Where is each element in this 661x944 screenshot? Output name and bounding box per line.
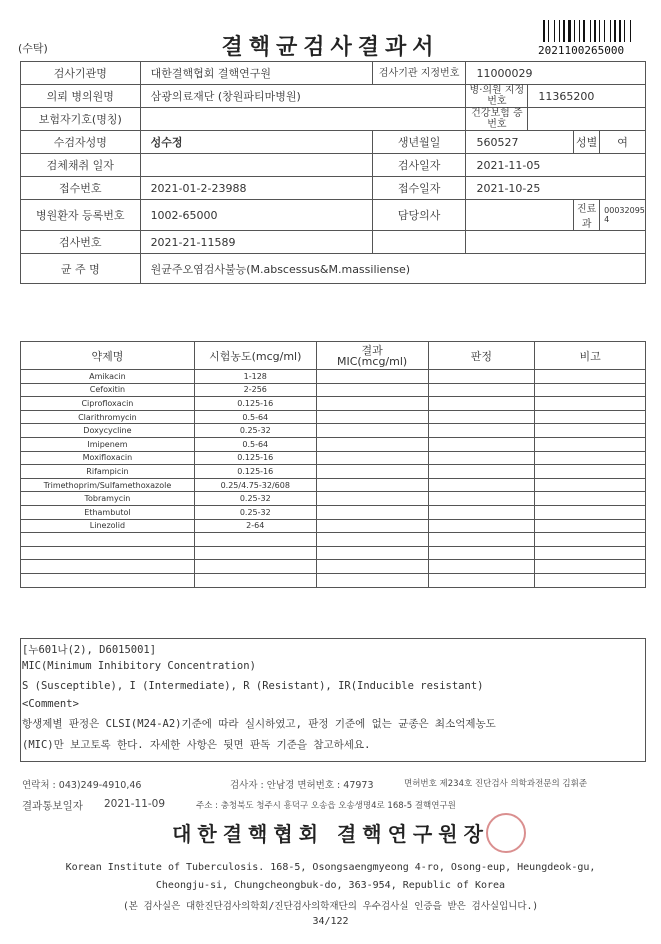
seal-stamp-icon — [486, 813, 526, 853]
drug-name-cell: Cefoxitin — [21, 383, 195, 397]
barcode-bar — [559, 20, 560, 42]
barcode-bar — [617, 20, 618, 42]
barcode-bar — [581, 20, 582, 42]
note-cell — [535, 492, 646, 506]
contact-phone: 연락처 : 043)249-4910,46 — [22, 780, 142, 791]
concentration-cell: 0.25-32 — [194, 492, 316, 506]
concentration-cell: 0.25/4.75-32/608 — [194, 478, 316, 492]
insured-label: 보험자기호(명칭) — [21, 108, 141, 131]
judgement-cell — [428, 383, 535, 397]
drug-name-cell — [21, 573, 195, 587]
concentration-cell: 0.125-16 — [194, 451, 316, 465]
drug-name-cell: Rifampicin — [21, 465, 195, 479]
comment-text-continued: (MIC)만 보고토록 한다. 자세한 사항은 뒷면 판독 기준을 참고하세요. — [22, 739, 371, 751]
mic-result-cell — [316, 410, 428, 424]
note-cell — [535, 383, 646, 397]
table-row — [21, 465, 646, 479]
doctor-label: 담당의사 — [372, 200, 466, 231]
drug-name-cell — [21, 546, 195, 560]
drug-name-cell: Moxifloxacin — [21, 451, 195, 465]
comment-code: [누601나(2), D6015001] — [22, 644, 157, 656]
blank-cell — [466, 231, 646, 254]
barcode-bar — [574, 20, 575, 42]
concentration-cell — [194, 573, 316, 587]
table-row — [21, 383, 646, 397]
drug-name-cell: Trimethoprim/Sulfamethoxazole — [21, 478, 195, 492]
organization-name: 대한결핵협회 결핵연구원장 — [172, 822, 489, 846]
judgement-cell — [428, 560, 535, 574]
drug-name-cell: Ethambutol — [21, 505, 195, 519]
barcode-bar — [610, 20, 611, 42]
table-row — [21, 533, 646, 547]
report-date-label: 결과통보일자 — [22, 800, 83, 812]
judgement-cell — [428, 370, 535, 384]
result-header-top: 결과 — [361, 343, 383, 357]
barcode-bar — [548, 20, 549, 42]
drug-name-cell: Amikacin — [21, 370, 195, 384]
hospital-code-value: 11365200 — [528, 85, 646, 108]
barcode-bar — [592, 20, 593, 42]
patient-reg-value: 1002-65000 — [140, 200, 372, 231]
table-row — [21, 560, 646, 574]
table-row — [21, 492, 646, 506]
barcode-bar — [606, 20, 609, 42]
department-value: 00032095 4 — [600, 200, 646, 231]
mic-result-cell — [316, 505, 428, 519]
mic-result-cell — [316, 519, 428, 533]
judgement-cell — [428, 437, 535, 451]
note-cell — [535, 465, 646, 479]
barcode-bar — [619, 20, 621, 42]
patient-reg-label: 병원환자 등록번호 — [21, 200, 141, 231]
document-tag: (수탁) — [18, 42, 48, 55]
hospital-label: 의뢰 병의원명 — [21, 85, 141, 108]
receipt-date-label: 접수일자 — [372, 177, 466, 200]
address-korean: 주소 : 충청북도 청주시 흥덕구 오송읍 오송생명4로 168-5 결핵연구원 — [196, 801, 456, 811]
barcode-bar — [556, 20, 558, 42]
table-row — [21, 424, 646, 438]
concentration-cell — [194, 560, 316, 574]
concentration-cell: 0.125-16 — [194, 465, 316, 479]
barcode-number: 2021100265000 — [538, 44, 625, 57]
barcode-bar — [601, 20, 603, 42]
barcode-bar — [586, 20, 589, 42]
table-row — [21, 410, 646, 424]
concentration-cell: 2-64 — [194, 519, 316, 533]
mic-result-cell — [316, 546, 428, 560]
concentration-cell — [194, 546, 316, 560]
barcode-bar — [554, 20, 555, 42]
judgement-cell — [428, 519, 535, 533]
drug-name-cell: Tobramycin — [21, 492, 195, 506]
receipt-no-value: 2021-01-2-23988 — [140, 177, 372, 200]
barcode-bar — [568, 20, 571, 42]
page-number: 34/122 — [312, 916, 349, 927]
mic-result-cell — [316, 451, 428, 465]
drug-name-cell: Doxycycline — [21, 424, 195, 438]
hospital-code-label: 병·의원 지정번호 — [466, 85, 528, 108]
barcode-bar — [583, 20, 585, 42]
mic-result-cell — [316, 560, 428, 574]
note-cell — [535, 370, 646, 384]
certification-note: (본 검사실은 대한진단검사의학회/진단검사의학재단의 우수검사실 인증을 받은 검사실입니다.) — [122, 901, 539, 912]
judgement-cell — [428, 451, 535, 465]
concentration-cell: 0.25-32 — [194, 505, 316, 519]
barcode-bar — [597, 20, 598, 42]
concentration-cell: 1-128 — [194, 370, 316, 384]
drug-name-cell: Linezolid — [21, 519, 195, 533]
address-english-line1: Korean Institute of Tuberculosis. 168-5, Osongsaengmyeong 4-ro, Osong-eup, Heungdeok-gu, — [65, 862, 596, 873]
drug-column-header: 약제명 — [21, 342, 195, 370]
judgement-cell — [428, 546, 535, 560]
insured-value — [140, 108, 466, 131]
specimen-date-value — [140, 154, 372, 177]
concentration-cell: 0.5-64 — [194, 410, 316, 424]
lab-code-label: 검사기관 지정번호 — [372, 62, 466, 85]
examiner-info: 검사자 : 안남경 면허번호 : 47973 — [230, 780, 374, 791]
barcode-bar — [626, 20, 629, 42]
concentration-cell: 2-256 — [194, 383, 316, 397]
address-english-line2: Cheongju-si, Chungcheongbuk-do, 363-954, Republic of Korea — [155, 880, 506, 891]
mic-result-cell — [316, 397, 428, 411]
result-column-header — [316, 342, 428, 370]
note-cell — [535, 505, 646, 519]
insurance-id-value — [528, 108, 646, 131]
sex-label: 성별 — [574, 131, 600, 154]
judgement-cell — [428, 492, 535, 506]
barcode-bar — [604, 20, 605, 42]
table-row — [21, 437, 646, 451]
mic-result-cell — [316, 383, 428, 397]
test-date-value: 2021-11-05 — [466, 154, 646, 177]
barcode-bar — [579, 20, 580, 42]
barcode-bar — [572, 20, 573, 42]
result-header-bottom: MIC(mcg/ml) — [336, 354, 408, 368]
judgement-cell — [428, 424, 535, 438]
note-column-header: 비고 — [535, 342, 646, 370]
test-date-label: 검사일자 — [372, 154, 466, 177]
barcode-bar — [594, 20, 596, 42]
judgement-cell — [428, 573, 535, 587]
comment-text: 항생제별 판정은 CLSI(M24-A2)기준에 따라 실시하였고, 판정 기준에 없는 균종은 최소억제농도 — [22, 718, 496, 730]
document-title: 결핵균검사결과서 — [221, 34, 440, 60]
lab-code-value: 11000029 — [466, 62, 646, 85]
barcode-bar — [550, 20, 553, 42]
patient-info-table — [20, 61, 646, 284]
table-row — [21, 573, 646, 587]
hospital-value: 삼광의료재단 (창원파티마병원) — [140, 85, 466, 108]
barcode-bar — [576, 20, 578, 42]
mic-result-cell — [316, 424, 428, 438]
table-row — [21, 546, 646, 560]
receipt-no-label: 접수번호 — [21, 177, 141, 200]
barcode-bar — [622, 20, 623, 42]
note-cell — [535, 560, 646, 574]
comment-abbreviations: S (Susceptible), I (Intermediate), R (Resistant), IR(Inducible resistant) — [22, 680, 484, 692]
barcode-bar — [614, 20, 616, 42]
note-cell — [535, 573, 646, 587]
receipt-date-value: 2021-10-25 — [466, 177, 646, 200]
insurance-id-label: 건강보험 증번호 — [466, 108, 528, 131]
barcode-bar — [599, 20, 600, 42]
mic-result-cell — [316, 478, 428, 492]
mic-result-cell — [316, 573, 428, 587]
strain-value: 원균주오염검사불능(M.abscessus&M.massiliense) — [140, 254, 645, 284]
table-row — [21, 519, 646, 533]
patient-name-label: 수검자성명 — [21, 131, 141, 154]
note-cell — [535, 533, 646, 547]
physician-license: 면허번호 제234호 진단검사 의학과전문의 김휘준 — [404, 779, 588, 789]
test-no-label: 검사번호 — [21, 231, 141, 254]
mic-result-cell — [316, 492, 428, 506]
report-date-value: 2021-11-09 — [104, 798, 166, 810]
mic-result-cell — [316, 370, 428, 384]
judgement-cell — [428, 533, 535, 547]
drug-name-cell — [21, 560, 195, 574]
barcode-bar — [590, 20, 591, 42]
concentration-cell: 0.125-16 — [194, 397, 316, 411]
drug-name-cell: Clarithromycin — [21, 410, 195, 424]
concentration-cell — [194, 533, 316, 547]
table-row — [21, 505, 646, 519]
drug-name-cell: Imipenem — [21, 437, 195, 451]
mic-result-cell — [316, 465, 428, 479]
blank-cell — [372, 231, 466, 254]
note-cell — [535, 519, 646, 533]
table-row — [21, 478, 646, 492]
barcode-bar — [612, 20, 613, 42]
sex-value: 여 — [600, 131, 646, 154]
drug-susceptibility-table — [20, 341, 646, 588]
concentration-cell: 0.5-64 — [194, 437, 316, 451]
patient-name-value: 성수정 — [140, 131, 372, 154]
barcode-bar — [546, 20, 547, 42]
barcode-bar — [543, 20, 545, 42]
mic-result-cell — [316, 533, 428, 547]
barcode-bar — [624, 20, 625, 42]
drug-name-cell — [21, 533, 195, 547]
judgement-cell — [428, 397, 535, 411]
doctor-value — [466, 200, 574, 231]
comment-heading: <Comment> — [22, 698, 79, 710]
note-cell — [535, 437, 646, 451]
department-label: 진료과 — [574, 200, 600, 231]
concentration-cell: 0.25-32 — [194, 424, 316, 438]
strain-label: 균 주 명 — [21, 254, 141, 284]
table-row — [21, 451, 646, 465]
judgement-cell — [428, 478, 535, 492]
specimen-date-label: 검체채취 일자 — [21, 154, 141, 177]
judgement-column-header: 판정 — [428, 342, 535, 370]
test-no-value: 2021-21-11589 — [140, 231, 372, 254]
note-cell — [535, 410, 646, 424]
note-cell — [535, 546, 646, 560]
barcode-bar — [632, 20, 634, 42]
judgement-cell — [428, 505, 535, 519]
note-cell — [535, 424, 646, 438]
barcode-bar — [630, 20, 631, 42]
concentration-column-header: 시험농도(mcg/ml) — [194, 342, 316, 370]
lab-name-label: 검사기관명 — [21, 62, 141, 85]
birth-value: 560527 — [466, 131, 574, 154]
mic-result-cell — [316, 437, 428, 451]
judgement-cell — [428, 465, 535, 479]
barcode-bar — [561, 20, 562, 42]
birth-label: 생년월일 — [372, 131, 466, 154]
note-cell — [535, 451, 646, 465]
barcode-bar — [566, 20, 567, 42]
table-row — [21, 397, 646, 411]
table-row — [21, 370, 646, 384]
drug-name-cell: Ciprofloxacin — [21, 397, 195, 411]
judgement-cell — [428, 410, 535, 424]
barcode-icon — [543, 20, 643, 42]
lab-name-value: 대한결핵협회 결핵연구원 — [140, 62, 372, 85]
note-cell — [535, 478, 646, 492]
comment-mic-definition: MIC(Minimum Inhibitory Concentration) — [22, 660, 256, 672]
barcode-bar — [563, 20, 565, 42]
note-cell — [535, 397, 646, 411]
